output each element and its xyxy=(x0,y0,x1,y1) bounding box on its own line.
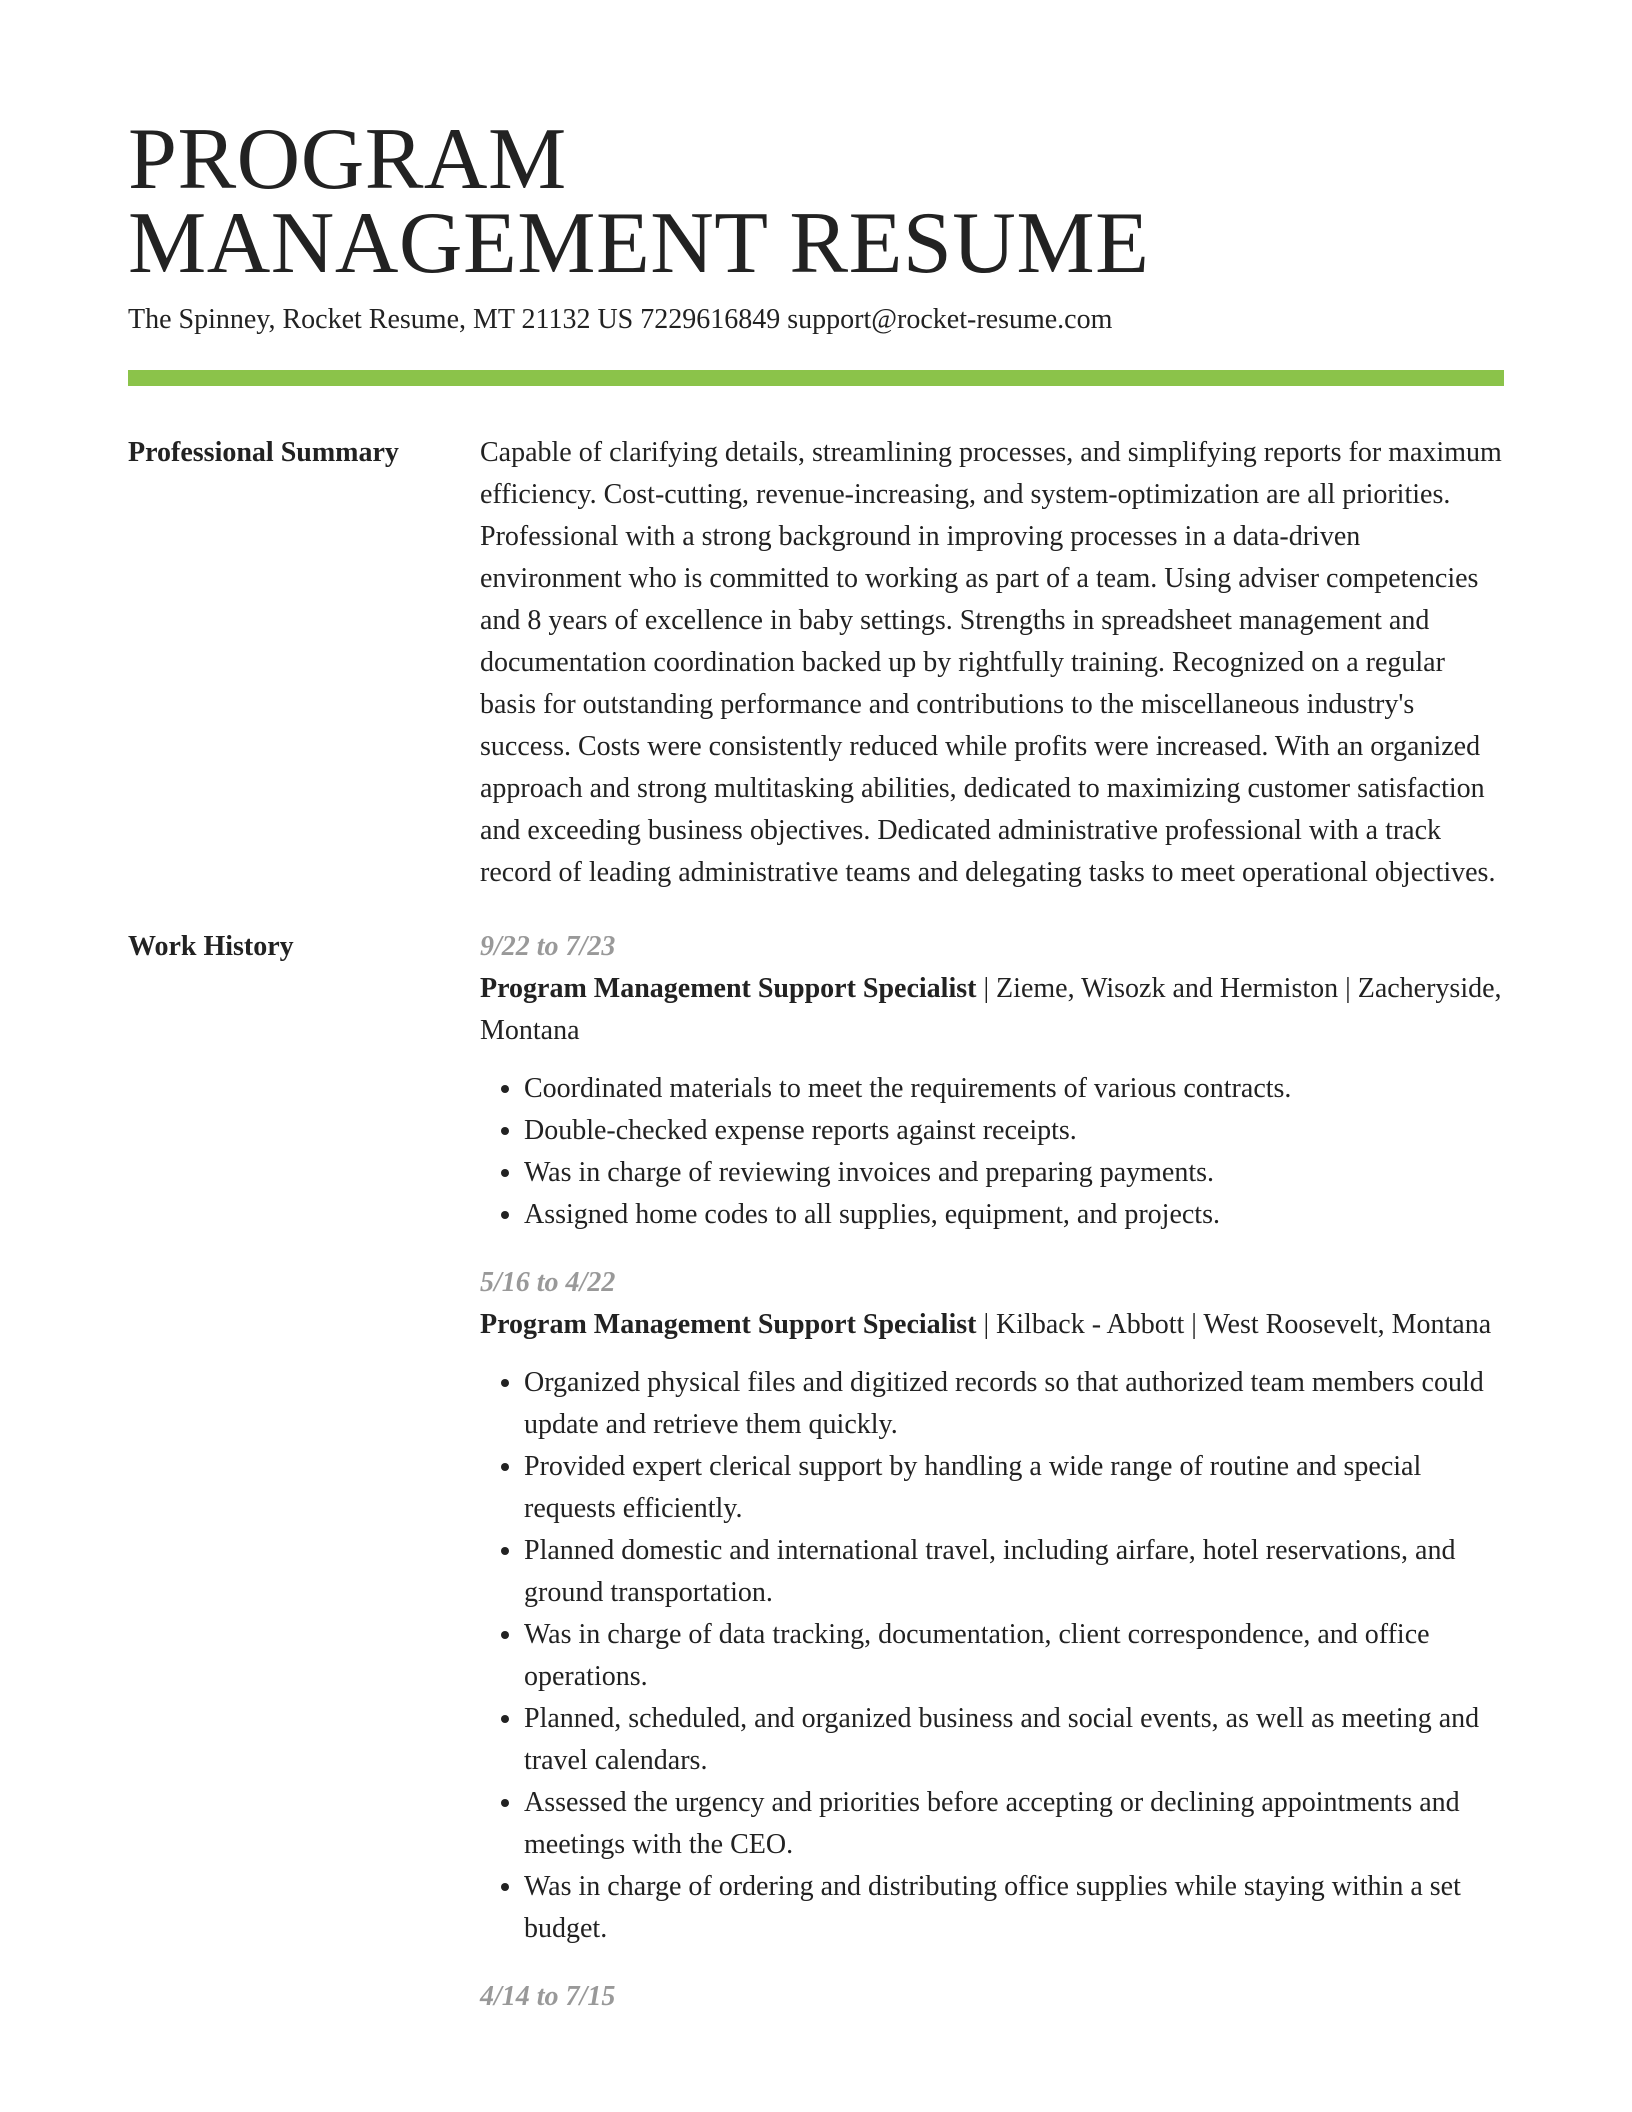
job-title: Program Management Support Specialist xyxy=(480,973,977,1004)
resume-content xyxy=(128,432,1504,2044)
job-heading xyxy=(480,968,1504,1052)
job-bullet: • Was in charge of data tracking, documentation, client correspondence, and office operations. xyxy=(524,1614,1504,1698)
job-bullet: • Provided expert clerical support by handling a wide range of routine and special requests efficiently. xyxy=(524,1446,1504,1530)
summary-body xyxy=(480,432,1504,894)
job-entry xyxy=(480,926,1504,1236)
job-entry xyxy=(480,1262,1504,1950)
job-bullet: • Coordinated materials to meet the requirements of various contracts. xyxy=(524,1068,1504,1110)
job-heading xyxy=(480,1304,1504,1346)
accent-divider xyxy=(128,370,1504,386)
job-entry xyxy=(480,1976,1504,2018)
job-title: Program Management Support Specialist xyxy=(480,1309,977,1340)
job-bullet: • Was in charge of reviewing invoices and preparing payments. xyxy=(524,1152,1504,1194)
job-bullet-list xyxy=(480,1362,1504,1950)
job-bullet: • Assigned home codes to all supplies, equipment, and projects. xyxy=(524,1194,1504,1236)
work-history-section xyxy=(128,926,1504,2044)
job-bullet-list xyxy=(480,1068,1504,1236)
job-bullet: • Planned domestic and international travel, including airfare, hotel reservations, and ground transportation. xyxy=(524,1530,1504,1614)
job-employer-location: | Zieme, Wisozk and Hermiston | Zacheryside, Montana xyxy=(480,973,1502,1046)
job-dates: 5/16 to 4/22 xyxy=(480,1267,616,1298)
resume-title xyxy=(128,111,1504,292)
job-bullet: • Double-checked expense reports against receipts. xyxy=(524,1110,1504,1152)
summary-heading: Professional Summary xyxy=(128,437,399,468)
job-bullet: • Planned, scheduled, and organized business and social events, as well as meeting and travel calendars. xyxy=(524,1698,1504,1782)
summary-section xyxy=(128,432,1504,894)
job-bullet: • Organized physical files and digitized records so that authorized team members could update and retrieve them quickly. xyxy=(524,1362,1504,1446)
job-bullet: • Was in charge of ordering and distributing office supplies while staying within a set budget. xyxy=(524,1866,1504,1950)
resume-title-line-1: PROGRAM xyxy=(128,111,567,208)
resume-title-line-2: MANAGEMENT RESUME xyxy=(128,195,1150,292)
contact-info: The Spinney, Rocket Resume, MT 21132 US 7229616849 support@rocket-resume.com xyxy=(128,304,1113,335)
job-dates: 9/22 to 7/23 xyxy=(480,931,616,962)
summary-text: Capable of clarifying details, streamlining processes, and simplifying reports for maximum efficiency. Cost-cutting, revenue-increasing, and system-optimization are all priorities. Professional with a strong background in improving processes in a data-driven environment who is committed to working as part of a team. Using adviser competencies and 8 years of excellence in baby settings. Strengths in spreadsheet management and documentation coordination backed up by rightfully training. Recognized on a regular basis for outstanding performance and contributions to the miscellaneous industry's success. Costs were consistently reduced while profits were increased. With an organized approach and strong multitasking abilities, dedicated to maximizing customer satisfaction and exceeding business objectives. Dedicated administrative professional with a track record of leading administrative teams and delegating tasks to meet operational objectives. xyxy=(480,437,1502,888)
job-bullet: • Assessed the urgency and priorities before accepting or declining appointments and meetings with the CEO. xyxy=(524,1782,1504,1866)
resume-header xyxy=(128,111,1504,340)
job-employer-location: | Kilback - Abbott | West Roosevelt, Montana xyxy=(976,1309,1492,1340)
work-history-heading: Work History xyxy=(128,931,294,962)
job-dates: 4/14 to 7/15 xyxy=(480,1981,616,2012)
work-history-body xyxy=(480,926,1504,2044)
